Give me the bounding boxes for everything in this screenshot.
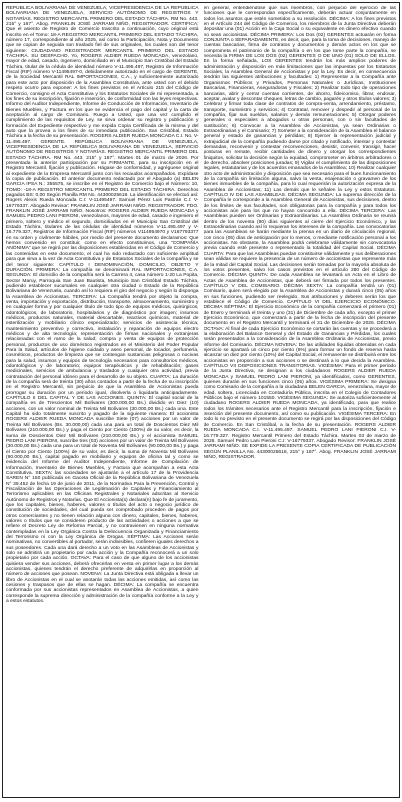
legal-notice-page <box>2 2 400 798</box>
notice-columns <box>6 6 396 795</box>
notice-left-text: REPÚBLICA BOLIVARIANA DE VENEZUELA, VICEPRESIDENCIA DE LA REPÚBLICA BOLIVARIANA DE VENEZUELA, SERVICIO AUTÓNOMO DE REGISTROS Y NOTARÍAS. REGISTRO MERCANTIL PRIMERO DEL ESTADO TÁCHIRA. RM No. 443. 215° y 167°. Abog. FRANKLIN JOSÉ JARRAMI NIÑO, REGISTRADOR. CERTIFICA: Que el asiento de Registro de Comercio trascrito a continuación, cuyo original está inscrito en el Tomo: 18-A REGISTRO MERCANTIL PRIMERO DEL ESTADO TÁCHIRA, número 17, correspondiente al año 2025, así como la Participación, Nota y Documento que se copian de seguida son traslado fiel de sus originales, los cuales son del tenor siguiente: CIUDADANO REGISTRADOR MERCANTIL PRIMERO DEL ESTADO TÁCHIRA. SU DESPACHO. Yo, ROGERS ALDIER RUEDA MONCADA, venezolano, mayor de edad, casado, ingeniero, domiciliado en el Municipio San Cristóbal del Estado Táchira, titular de la cédula de identidad número V-11.495.497, Registro de Información Fiscal (RIF) número V-11495497-0, debidamente autorizado en el cargo de GERENTE, de la Sociedad Mercantil RAL IMPORTACIONES, C.A., y suficientemente autorizado para este acto por disposición de la Asamblea Constitutiva, ante usted con el debido respeto ocurro para exponer: A los fines previstos en el Artículo 215 del Código de Comercio, consigno el Acta Constitutiva y los Estatutos Sociales de mi representada, a los fines de su inscripción, fijación e inserción, de conformidad con las leyes respectivas. Informo del Auditor Independiente, Informe de Conducción de Información, Inventario de Bienes Muebles, y Factura en los que se evidencia el pago del capital y la carta de aceptación al cargo de Comisario. Ruego a Usted, que una vez cumplido el cumplimiento de las requisitos de Ley, se sirva ordenar su registro y publicación y formación del Expediente respectivo y me expida Copia Certificada de la misma y del auto que la provea a los fines de su inmediata publicación. San Cristóbal, Estado Táchira a la fecha de su presentación. ROGERS ALDIER RUEDA MONCADA C.I. No. V-11.495.497. GERENTE. REPÚBLICA BOLIVARIANA DE VENEZUELA, VICEPRESIDENCIA DE LA REPÚBLICA BOLIVARIANA DE VENEZUELA, SERVICIO AUTÓNOMO DE REGISTROS Y NOTARÍAS. REGISTRO MERCANTIL PRIMERO DEL ESTADO TÁCHIRA. RM No. 443. 215° y 167°. Martes 01 de marzo de 2026. Por presentada la anterior participación por su FIRMANTE, para su inscripción en el Registro Mercantil, fijación y publicación. Hágase de conformidad, y agréguese original al expediente de la Empresa Mercantil junto con los recaudos acompañados. Expídase la copia de publicación. El anterior documento redactado por el Abogado (a) BELEN GARCIA IPSA N.: 355575, se inscribe en el Registro de Comercio bajo el Número: 10, TOMO: -18-A REGISTRO MERCANTIL PRIMERO DEL ESTADO TÁCHIRA. Derechos pagados BS: 0,00 Según Planilla RM No. 44300025618. La identificación se efectuó así: Rogers Alexis Rueda Moncada C.I: V-11495497. Samuel Pérez Luis Pastrán C.I: V-16779337. Abogado Revisor: FRANKLIN JOSÉ JARRAMI NIÑO. REGISTRADOR. FDO. FRANKLIN JOSÉ JARRAMI NIÑO. Nosotros: ROGERS ALDIER RUEDA MONCADA y SAMUEL PEDRO LANI PIERONI, venezolanos, mayores de edad, casado e ingeniero el primero, soltero y médico el segundo, domiciliados en el Municipio San Cristóbal del Estado Táchira, titulares de las cédulas de identidad números V-11.495.497 y V-16.779.327, Registros de Información Fiscal (RIF) números V114954970 y V167793377 en su orden y civilmente hábiles, por medio del presente documento declaramos: Que hemos convenido en constituir, como en efecto constituimos, una “COMPAÑÍA ANÓNIMA” que se regirá por las disposiciones establecidas en el Código de Comercio y las contenidas en este documento, el cual ha sido redactado con suficiente amplitud para que sirva a la vez de Acta Constitutiva y de Estatutos Sociales de la compañía y se del tenor siguiente: CAPÍTULO I DENOMINACIÓN, DOMICILIO, OBJETO Y DURACIÓN. PRIMERA: La compañía se denominará RAL IMPORTACIONES, C.A. SEGUNDA: El domicilio de la compañía será la Carrera 4, casa número 1-20 La Popita, Sector Maruy, Parroquia San Juan Bautista, Municipio San Cristóbal Estado Táchira, pudiendo establecer sucursales en cualquier otra ciudad o Estado de la República Bolivariana de Venezuela, cuando así lo requiera el giro del negocio y según lo disponga la Asamblea de Accionistas. TERCERA: La Compañía tendrá por objeto la compra, venta, importación y exportación, distribución, transporte, almacenamiento, suministro y en cualquier forma y por cualquier título de todo tipo de equipos médicos, quirúrgicos, odontológicos, de laboratorio, hospitalarios y de diagnóstico por imagen; insumos médicos, productos naturales, material descartable, reactivos químicos, material de esterilización y mobiliario clínico especializado; servicios de asistencia técnica, mantenimiento preventivo y correctivo, instalación y reparación de equipos electro médicos y de alta tecnología; representación de firmas nacionales y extranjeras relacionadas con el ramo de la salud; compra y venta de equipos de protección personal, productos de uso doméstico registrados en el Ministerio del Poder Popular Para la Salud, artículos de higiene cuidado y aseo personal, de tocador, perfumería, cosméticos, productos de limpieza que se contengan sustancias peligrosas o nocivas para la salud, insumos y equipos de tecnología necesarios para consultorios médicos, odontológicos y de laboratorio; equipos terapéuticos y de rehabilitación; gases medicinales, servicios de ambulancia y traslados y cualquier otra actividad, previa contratación del personal idóneo para el desarrollo de su objeto. CUARTA: La duración de la compañía será de treinta (30) años contados a partir de la fecha de su inscripción en el Registro Mercantil, sin perjuicio de que la Asamblea de Accionistas pueda prorrogar su duración por un periodo igual, disolverla o liquidarla anticipadamente. CAPÍTULO II DEL CAPITAL Y DE LAS ACCIONES. QUINTA: El capital social de la compañía es de Trescientos Mil Bolívares (300.000,00 Bs.) dividido en Diez (10) acciones, con un valor nominal de Treinta Mil Bolívares (30.000,00 Bs.) cada una. Este Capital ha sido totalmente suscrito y pagado de la siguiente manera: El accionista ROGERS ALDIER RUEDA MONCADA suscribe Siete (07) acciones por un valor de Treinta Mil Bolívares (Bs. 30.000,00) cada una para un total de Doscientos Diez Mil Bolívares (210.000,00 Bs.) y paga el Ciento por Ciento (100%) de su valor, es decir, la suma de Doscientos Diez Mil Bolívares (210.000,00 Bs.) y el accionista SAMUEL PEDRO LANI PIERONI, suscribe tres (03) acciones por un valor de Treinta Mil Bolívares (30.000,00 Bs.) cada una para un total de Noventa Mil Bolívares (90.000,00 Bs.) y paga el Ciento por Ciento (100%) de su valor, es decir, la suma de Noventa Mil Bolívares (90.000,00 Bs.), capital pagado en mobiliario y equipos de oficina tal y como se evidencia del Informe del Auditor Independiente, Informe de Compilación de Información, Inventario de Bienes Muebles, y Factura que acompañan a esta Acta Constitutiva. SEXTA: las sociedades se ajustarán a el artículo 17 de la Providencia SAREN N° 150 publicada en Gaceta Oficial de la República Bolivariana de Venezuela N° 39.452 de fecha 19 de junio de 2011, de la Normativa Para la Prevención, Control y Fiscalización de las Operaciones de Legitimación de Capitales y Financiamiento al Terrorismo aplicables en las Oficinas Registrales y Notariales adscritas al Servicio Autónomo de Registros y Notarías. Que El Accionista(s) declara(n) bajo fe de juramento, que los capitales, bienes, haberes, valores o títulos del acto o negocio jurídico de constitución de sociedades, del cual pueda ser comprobado proceden de pagos por otros comerciantes y no tienen relación alguna con dinero, capitales, bienes, haberes, valores o títulos que se consideren producto de las actividades o acciones a que se refiere el Decreto Ley de Reforma Parcial, y no contravienen en ninguna normativa contempladas en la Ley Orgánica Contra la Delincuencia Organizada y Financiamiento del Terrorismo ni con la Ley Orgánica de Drogas. SÉPTIMA: Las Acciones serán nominativas, no convertibles al portador, serán indivisibles, confieren iguales derechos a sus poseedores. Cada una dará derecho a un voto en las Asambleas de Accionistas y solo se admitirá un propietario por cada acción y la Compañía reconocerá a un solo propietario por cada acción. OCTAVA: Para el caso de que alguno de los accionistas quisiera vender sus acciones, deberá ofrecerlas en venta en primer lugar a los demás accionistas, quienes tendrán el derecho preferente de adquirirlas en proporción al número de acciones que posean. NOVENA: La Junta Directiva está obligada a llevar un libro de Accionistas en el cual se anotarán todas las acciones emitidas, así como las cesiones y traspasos que de ellas se hagan. DÉCIMA: La compañía se encuentra conformada por sus accionistas representados en Asamblea de Accionistas, a quien corresponde la suprema dirección y administración de la compañía conforme a la Ley y a estos estatutos. <box>6 6 199 605</box>
notice-right-column <box>204 6 397 795</box>
notice-left-column <box>6 6 199 795</box>
notice-right-text: en general, entendiéndose que sus miembros, con perjuicio del ejercicio de las funciones que le correspondan específicamente, deberán actuar conjuntamente en todos los asuntos que estén sometidos a su resolución. DÉCIMA: A los fines previstos en el Artículo 244 del Código de Comercio, los miembros de la Junta Directiva deberán depositar una (01) Acción en la Caja Social o su equivalente en dinero efectivo cuando no sean accionistas. DÉCIMA PRIMERA: Los Dos (02) GERENTES actuarán en forma CONJUNTA o SEPARADAMENTE, es decir, que, para la toma de decisiones, manejo de cuentas bancarias, firma de contratos y documentos y demás actos en los que se comprometa el patrimonio de la compañía o en los que tome parte la compañía, se necesita la FIRMA DE LOS DOS (02) GERENTES O DE UNO (01) SOLO DE ELLOS. En la forma señalada, LOS GERENTES tendrán los más amplios poderes de administración y disposición en más limitaciones que las impuestas por los Estatutos Sociales, la Asamblea General de Accionistas y por la Ley. Es decir, en consecuencia tendrán las siguientes atribuciones y facultades: 1) Representar a la Compañía ante Organismos Públicos y Privados, Personas Naturales o Jurídicas, Instituciones Bancarias, Financieras, Aseguradoras y Fiscales; 2) Realizar todo tipo de operaciones bancarias, abrir y cerrar cuentas corrientes, de ahorro, fideicomiso, librar, endosar, aceptar, avalar y descontar cheques, letras de cambio, pagarés y otros títulos valores; 3) Celebrar y firmar toda clase de contratos de compra-venta, arrendamiento, préstamo, transporte, suministro y servicios; 4) Contratar, remover y despedir al personal de la compañía, fijar sus sueldos, salarios y demás remuneraciones; 5) Otorgar poderes generales o especiales a abogados u otras personas, con o sin facultades de sustitución; 6) Convocar a la Asamblea de Accionistas, ya sean Ordinarias o Extraordinarias y el Comisario; 7) Someter a la consideración de la Asamblea el balance general y estado de ganancias y pérdidas; 8) Ejercer la representación judicial y extrajudicial de la compañía pudiendo darse por citado y notificado, intentar y contestar demandas, reconvenir y contestar reconvenciones, desistir, convenir, transigir, hacer posturas en remate, recibir cantidades de dinero y otorgar los correspondientes finiquitos, solicitar la decisión según la equidad, comprometer en árbitros arbitradores o de derecho, absolver posiciones juradas; 9) Vigilar el cumplimiento de las disposiciones legales, estatutarias y de los acuerdos emanados de la Asamblea; 10) Realizar cualquier otro acto de administración y disposición que sea necesario para el buen funcionamiento de la compañía sin limitación alguna, salvo la venta, enajenación o gravamen de los bienes inmuebles de la compañía, para lo cual requerirán la autorización expresa de la Asamblea de Accionistas; 11) Las demás que le señalen la Ley y estos Estatutos. CAPÍTULO IV DE LAS ASAMBLEAS. DÉCIMA SEGUNDA: La suprema dirección de la Compañía le corresponde a la Asamblea General de Accionistas, sus decisiones, dentro de los límites de sus facultades, son obligatorias para la compañía y para todos los accionistas aún para los que no hayan concurrido a ella. DÉCIMA TERCERA: Las Asambleas pueden ser Ordinarias y Extraordinarias. La Asamblea Ordinaria se reunirá dentro de los noventa (90) días siguientes al cierre del Ejercicio Económico, y las Extraordinarias cuando así lo requieran los intereses de la compañía. Las convocatorias para las Asambleas se harán mediante la prensa en un diario de circulación regional, con cinco (05) días de anticipación por lo menos, o mediante notificación personal a los accionistas. No obstante, la Asamblea podrá celebrarse válidamente sin convocatoria previa cuando esté presente o representado la totalidad del Capital Social. DÉCIMA CUARTA: Para que las Asambleas puedan constituirse válidamente y sus deliberaciones sean válidas se requiere la presencia de un número de accionistas que represente más de la mitad del Capital Social. Las decisiones serán tomadas por la mayoría absoluta de los votos presentes, salvo los casos previstos en el artículo 280 del Código de Comercio. DÉCIMA QUINTA: De cada Asamblea se levantará un Acta en el Libro de Actas de Asamblea de Accionistas, que deberá ser firmada por todos los presentes. CAPÍTULO V DEL COMISARIO. DÉCIMA SEXTA: La compañía tendrá un (01) Comisario, quien será elegido por la Asamblea de Accionistas y durará cinco (05) años en sus funciones, pudiendo ser reelegido. Sus atribuciones y deberes serán los que establece el Código de Comercio. CAPÍTULO VI DEL EJERCICIO ECONÓMICO. DÉCIMA SÉPTIMA: El Ejercicio Económico de la compañía comenzará el primero (01) de Enero y terminará el treinta y uno (31) de Diciembre de cada año, excepto el primer Ejercicio Económico, que comenzará a partir de la fecha de inscripción del presente documento en el Registro Mercantil y terminará el 31 de Diciembre de 2026. DÉCIMA OCTAVA: Al final de cada Ejercicio Económico se cortarán las cuentas y se procederá a la elaboración del Balance General y del Estado de Ganancias y Pérdidas, los cuales serán presentados a la consideración de la Asamblea Ordinaria de Accionistas, previo informe del Comisario. DÉCIMA NOVENA: De las utilidades líquidas obtenidas en cada ejercicio se apartará un cinco por ciento (5%) para formar un fondo de reserva hasta alcanzar un diez por ciento (10%) del Capital Social, el remanente se distribuirá entre los accionistas en proporción a sus acciones o se destinará a lo que decida la Asamblea. CAPÍTULO VII DISPOSICIONES TRANSITORIAS. VIGÉSIMA: Para el primer periodo de la Junta Directiva, se designan a los ciudadanos ROGERS ALDIER RUEDA MONCADA y SAMUEL PEDRO LANI PIERONI, ya identificados, como GERENTES, quienes durarán en sus funciones cinco (05) años. VIGÉSIMA PRIMERA: Se designa como Comisario de la compañía a la ciudadana BELEN GARCIA, venezolana, mayor de edad, soltera, Licenciada en Contaduría Pública, inscrita en el Colegio de Contadores Públicos bajo el número 101550. VIGÉSIMA SEGUNDA: Se autoriza suficientemente al ciudadano ROGERS ALDIER RUEDA MONCADA, ya identificado, para que realice todos los trámites necesarios ante el Registro Mercantil para la inscripción, fijación e inserción del presente documento, así como su publicación. VIGÉSIMA TERCERA: En todo lo no previsto en el presente documento se regirá por las disposiciones del Código de Comercio. En San Cristóbal, a la fecha de su presentación. ROGERS ALDIER RUEDA MONCADA C.I. V-11.495.497. SAMUEL PEDRO LANI PIERONI C.I. V-16.779.327. Registro Mercantil Primero del Estado Táchira. Martes 03 de marzo de 2026. Samuel Pedro Lani Pieroni C.I: V-16779337. Abogado Revisor: FRANKLIN JOSÉ JARRAMI NIÑO. SE EXPIDE LA PRESENTE COPIA CERTIFICADA DE PUBLICACIÓN SEGÚN PLANILLA No. 44300025618, 215° y 167°. Abog. FRANKLIN JOSÉ JARRAMI NIÑO, REGISTRADOR. <box>203 6 396 460</box>
